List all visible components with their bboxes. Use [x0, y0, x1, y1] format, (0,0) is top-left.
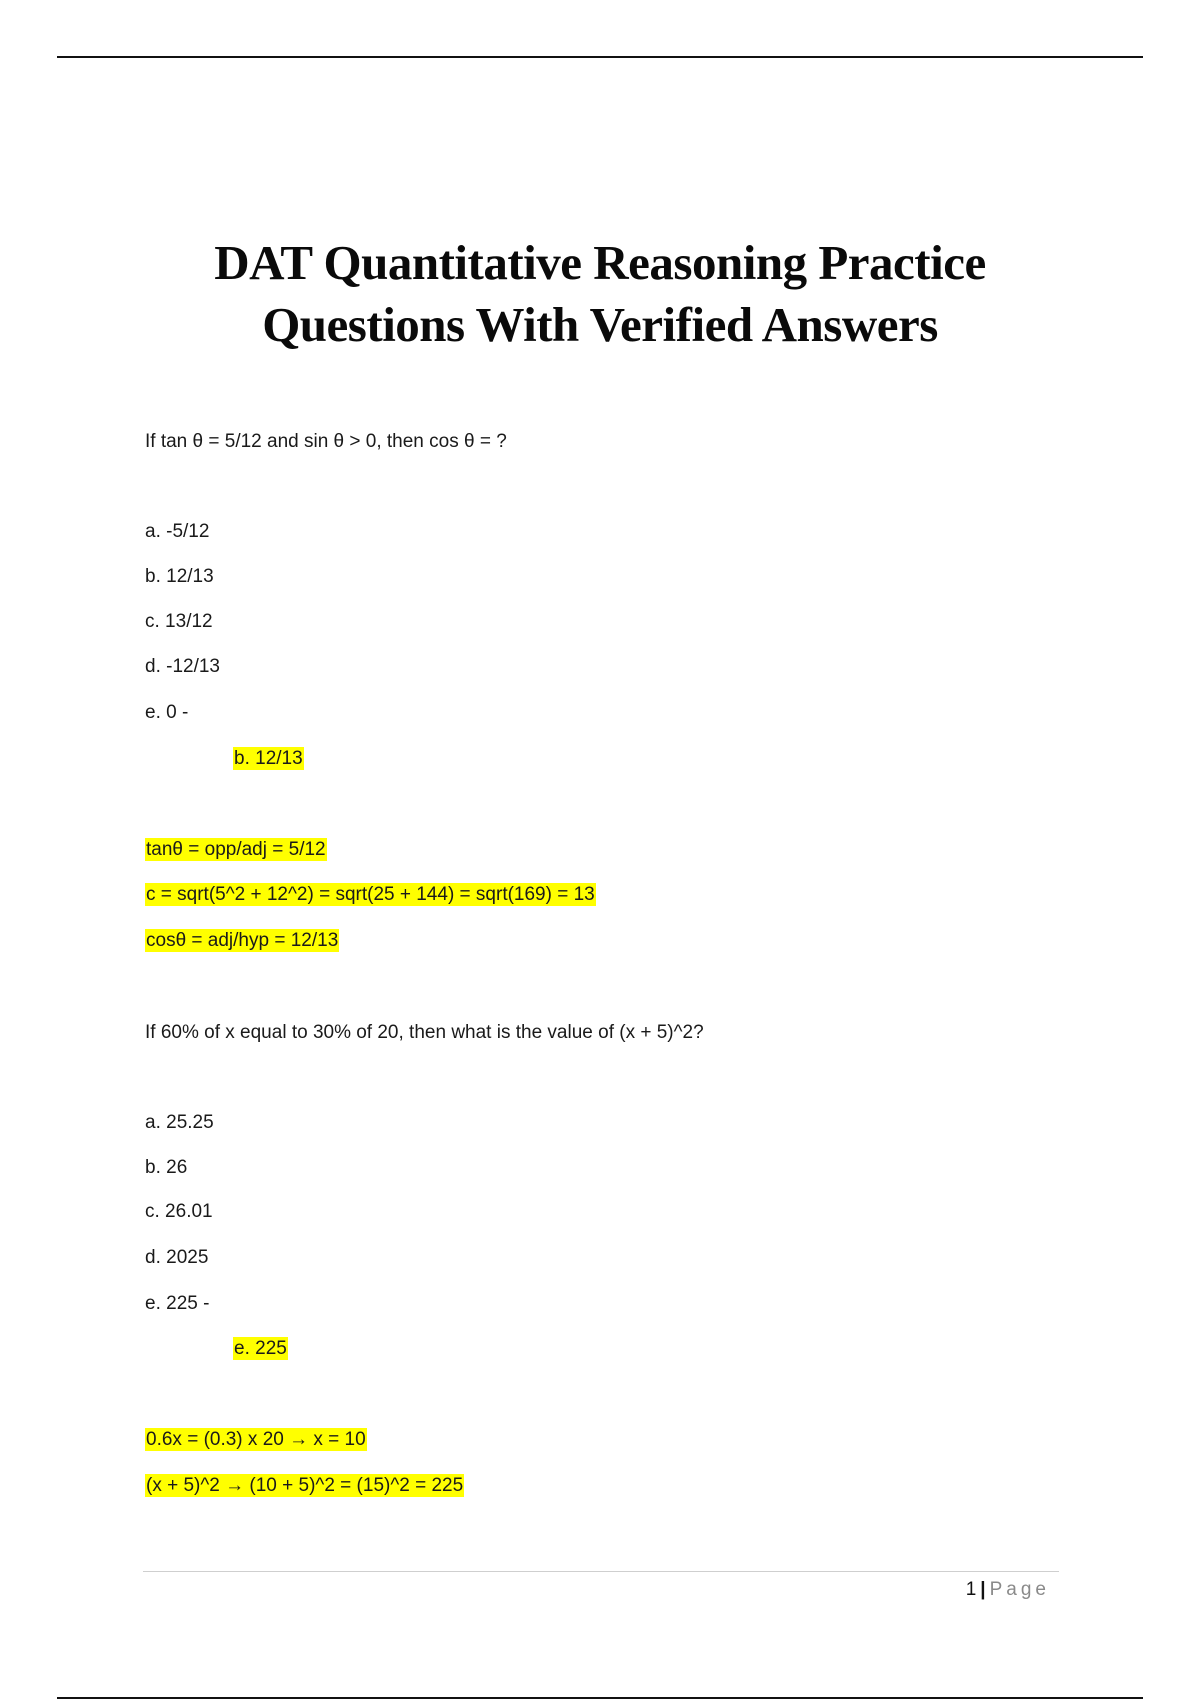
question-1-explanation-2: c = sqrt(5^2 + 12^2) = sqrt(25 + 144) = sqrt(169) = 13: [146, 884, 595, 905]
question-1-option-e: e. 0 -: [145, 702, 189, 723]
question-2-option-a: a. 25.25: [145, 1112, 214, 1133]
page-number: 1: [965, 1579, 977, 1600]
question-1-prompt: If tan θ = 5/12 and sin θ > 0, then cos θ = ?: [145, 431, 507, 452]
question-1-option-b: b. 12/13: [145, 566, 214, 587]
question-2-explanation-1: 0.6x = (0.3) x 20 → x = 10: [146, 1429, 366, 1450]
title-line-2: Questions With Verified Answers: [262, 297, 938, 352]
footer-rule: [143, 1571, 1059, 1572]
question-2-option-b: b. 26: [145, 1157, 188, 1178]
question-1-explanation-1: tanθ = opp/adj = 5/12: [146, 839, 326, 860]
header-rule: [57, 56, 1143, 58]
title-line-1: DAT Quantitative Reasoning Practice: [214, 235, 986, 290]
bottom-rule: [57, 1697, 1143, 1699]
question-1-option-c: c. 13/12: [145, 611, 213, 632]
question-1-option-a: a. -5/12: [145, 521, 210, 542]
question-1-option-d: d. -12/13: [145, 656, 220, 677]
page-footer: [966, 1577, 1050, 1603]
question-2-explanation-2: (x + 5)^2 → (10 + 5)^2 = (15)^2 = 225: [146, 1475, 464, 1496]
question-2-answer: e. 225: [234, 1338, 287, 1359]
question-1-explanation-3: cosθ = adj/hyp = 12/13: [146, 930, 339, 951]
document-title: [0, 232, 1200, 356]
question-1-answer: b. 12/13: [234, 748, 303, 769]
page-label: Page: [989, 1579, 1050, 1600]
footer-separator: |: [980, 1579, 986, 1600]
question-2-option-e: e. 225 -: [145, 1293, 210, 1314]
question-2-option-c: c. 26.01: [145, 1201, 213, 1222]
question-2-option-d: d. 2025: [145, 1247, 209, 1268]
question-2-prompt: If 60% of x equal to 30% of 20, then what is the value of (x + 5)^2?: [145, 1022, 704, 1043]
